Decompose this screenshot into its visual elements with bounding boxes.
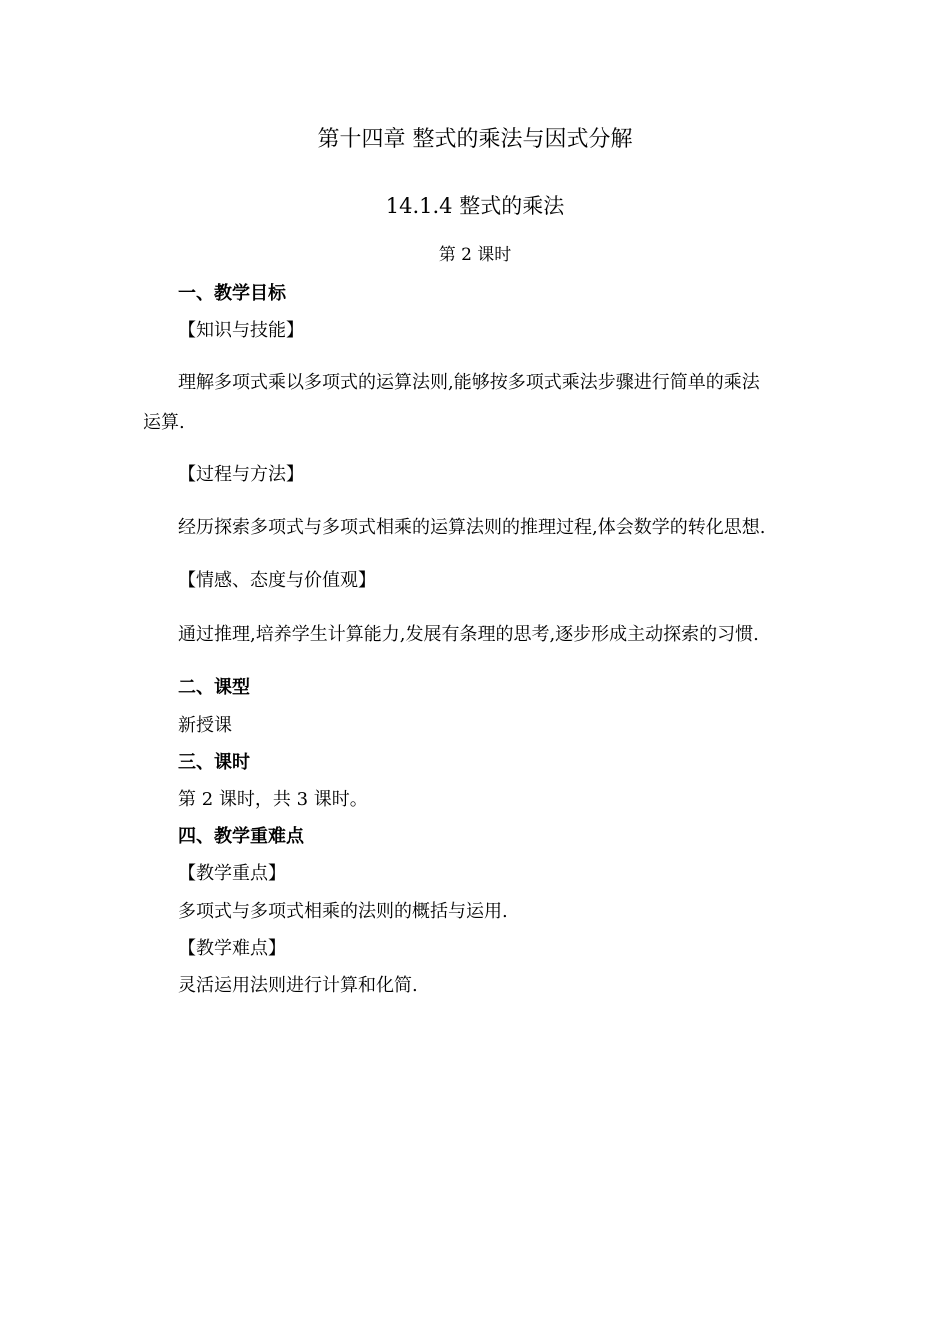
lesson-hours-text: 第 2 课时，共 3 课时。 — [178, 789, 368, 810]
chapter-title: 第十四章 整式的乘法与因式分解 — [317, 127, 633, 152]
difficulty-text: 灵活运用法则进行计算和化简. — [178, 975, 418, 996]
lesson-label: 第 2 课时 — [438, 245, 512, 265]
lesson-type-heading: 二、课型 — [178, 677, 250, 698]
emotion-text: 通过推理,培养学生计算能力,发展有条理的思考,逐步形成主动探索的习惯. — [178, 624, 759, 645]
goals-heading: 一、教学目标 — [178, 283, 286, 304]
knowledge-text-line1: 理解多项式乘以多项式的运算法则,能够按多项式乘法步骤进行简单的乘法 — [178, 372, 760, 393]
lesson-type-text: 新授课 — [178, 715, 232, 736]
process-label: 【过程与方法】 — [178, 464, 304, 485]
knowledge-text-line2: 运算. — [143, 412, 185, 433]
focus-text: 多项式与多项式相乘的法则的概括与运用. — [178, 901, 508, 922]
focus-label: 【教学重点】 — [178, 863, 286, 884]
emotion-label: 【情感、态度与价值观】 — [178, 570, 376, 591]
knowledge-label: 【知识与技能】 — [178, 320, 304, 341]
lesson-hours-heading: 三、课时 — [178, 752, 250, 773]
process-text: 经历探索多项式与多项式相乘的运算法则的推理过程,体会数学的转化思想. — [178, 517, 766, 538]
section-title: 14.1.4 整式的乘法 — [385, 194, 565, 218]
difficulty-label: 【教学难点】 — [178, 938, 286, 959]
key-points-heading: 四、教学重难点 — [178, 826, 304, 847]
